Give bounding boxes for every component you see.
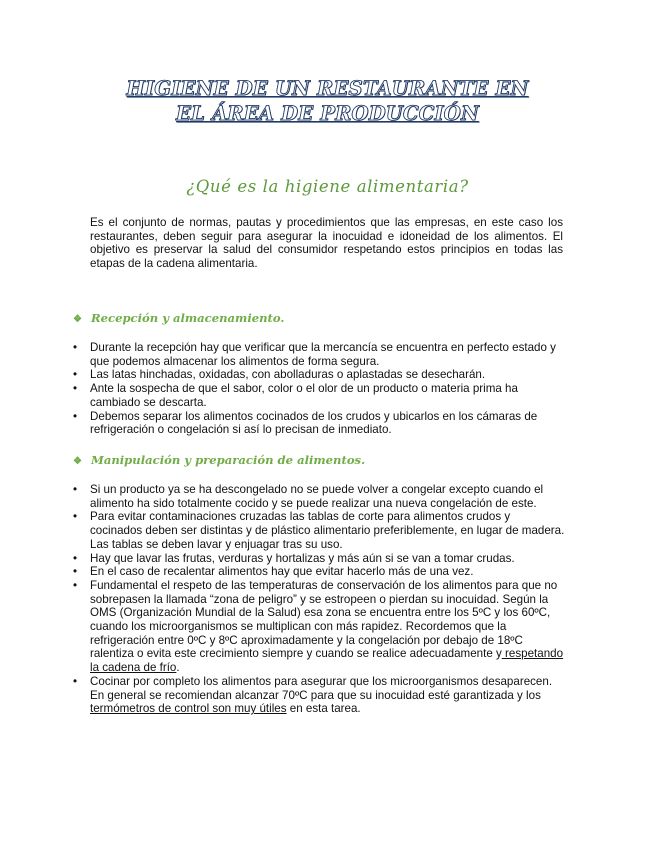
bullet-icon: • (73, 551, 78, 565)
thermometers-link[interactable]: termómetros de control son muy útiles (90, 702, 287, 716)
title-line-2: EL ÁREA DE PRODUCCIÓN (176, 102, 479, 125)
bullet-icon: • (73, 341, 78, 354)
page-title (60, 76, 595, 126)
list-item: • En el caso de recalentar alimentos hay que evitar hacerlo más de una vez. (73, 565, 474, 579)
bullet-icon: • (73, 674, 78, 688)
list-item: • Las latas hinchadas, oxidadas, con abolladuras o aplastadas se desecharán. (73, 368, 486, 382)
bullet-icon: • (73, 409, 78, 423)
list-item: • Cocinar por completo los alimentos para asegurar que los microorganismos desaparecen. En general se recomiendan alcanzar 70ºC para que su inocuidad esté garantizada y los termómetros de control son muy útiles en esta tarea. (73, 674, 553, 716)
cold-chain-link[interactable]: respetando la cadena de frío (90, 647, 564, 675)
bullet-icon: • (73, 368, 78, 382)
intro-paragraph: Es el conjunto de normas, pautas y procedimientos que las empresas, en este caso los restaurantes, deben seguir para asegurar la inocuidad e idoneidad de los alimentos. El objetivo es preservar la salud del consumidor respetando estos principios en todas las etapas de la cadena alimentaria. (90, 216, 563, 271)
section-heading-reception (73, 311, 284, 325)
section-heading-handling (73, 453, 365, 467)
list-item: • Para evitar contaminaciones cruzadas las tablas de corte para alimentos crudos y cocinados deben ser distintas y de plástico alimentario preferiblemente, en lugar de madera. Las tablas se deben lavar y enjuagar tras su uso. (73, 510, 565, 551)
handling-list (73, 483, 565, 716)
list-item: • Si un producto ya se ha descongelado no se puede volver a congelar excepto cuando el alimento ha sido totalmente cocido y se puede realizar una nueva congelación de este. (73, 483, 544, 510)
bullet-icon: • (73, 578, 78, 592)
diamond-bullet-icon: ❖ (73, 456, 82, 467)
bullet-icon: • (73, 483, 78, 496)
section-subtitle: ¿Qué es la higiene alimentaria? (186, 177, 469, 196)
bullet-icon: • (73, 510, 78, 524)
section-heading-label: Recepción y almacenamiento. (91, 311, 285, 325)
list-item: • Debemos separar los alimentos cocinados de los crudos y ubicarlos en los cámaras de refrigeración o congelación si así lo precisan de inmediato. (73, 409, 538, 437)
title-line-1: HIGIENE DE UN RESTAURANTE EN (126, 77, 529, 100)
diamond-bullet-icon: ❖ (73, 314, 82, 325)
reception-list (73, 341, 565, 437)
list-item: • Hay que lavar las frutas, verduras y hortalizas y más aún si se van a tomar crudas. (73, 551, 515, 565)
list-item: • Durante la recepción hay que verificar que la mercancía se encuentra en perfecto estado y que podemos almacenar los alimentos de forma segura. (73, 341, 556, 368)
list-item: • Ante la sospecha de que el sabor, color o el olor de un producto o materia prima ha cambiado se descarta. (73, 382, 518, 409)
section-heading-label: Manipulación y preparación de alimentos. (91, 453, 366, 467)
bullet-icon: • (73, 565, 78, 579)
list-item: • Fundamental el respeto de las temperaturas de conservación de los alimentos para que no sobrepasen la llamada “zona de peligro” y se estropeen o pierdan su inocuidad. Según la OMS (Organización Mundial de la Salud) esa zona se encuentra entre los 5ºC y los 60ºC, cuando los microorganismos se multiplican con más rapidez. Recordemos que la refrigeración entre 0ºC y 8ºC aproximadamente y la congelación por debajo de 18ºC ralentiza o evita este crecimiento siempre y cuando se realice adecuadamente y respetando la cadena de frío. (73, 578, 564, 675)
bullet-icon: • (73, 382, 78, 396)
